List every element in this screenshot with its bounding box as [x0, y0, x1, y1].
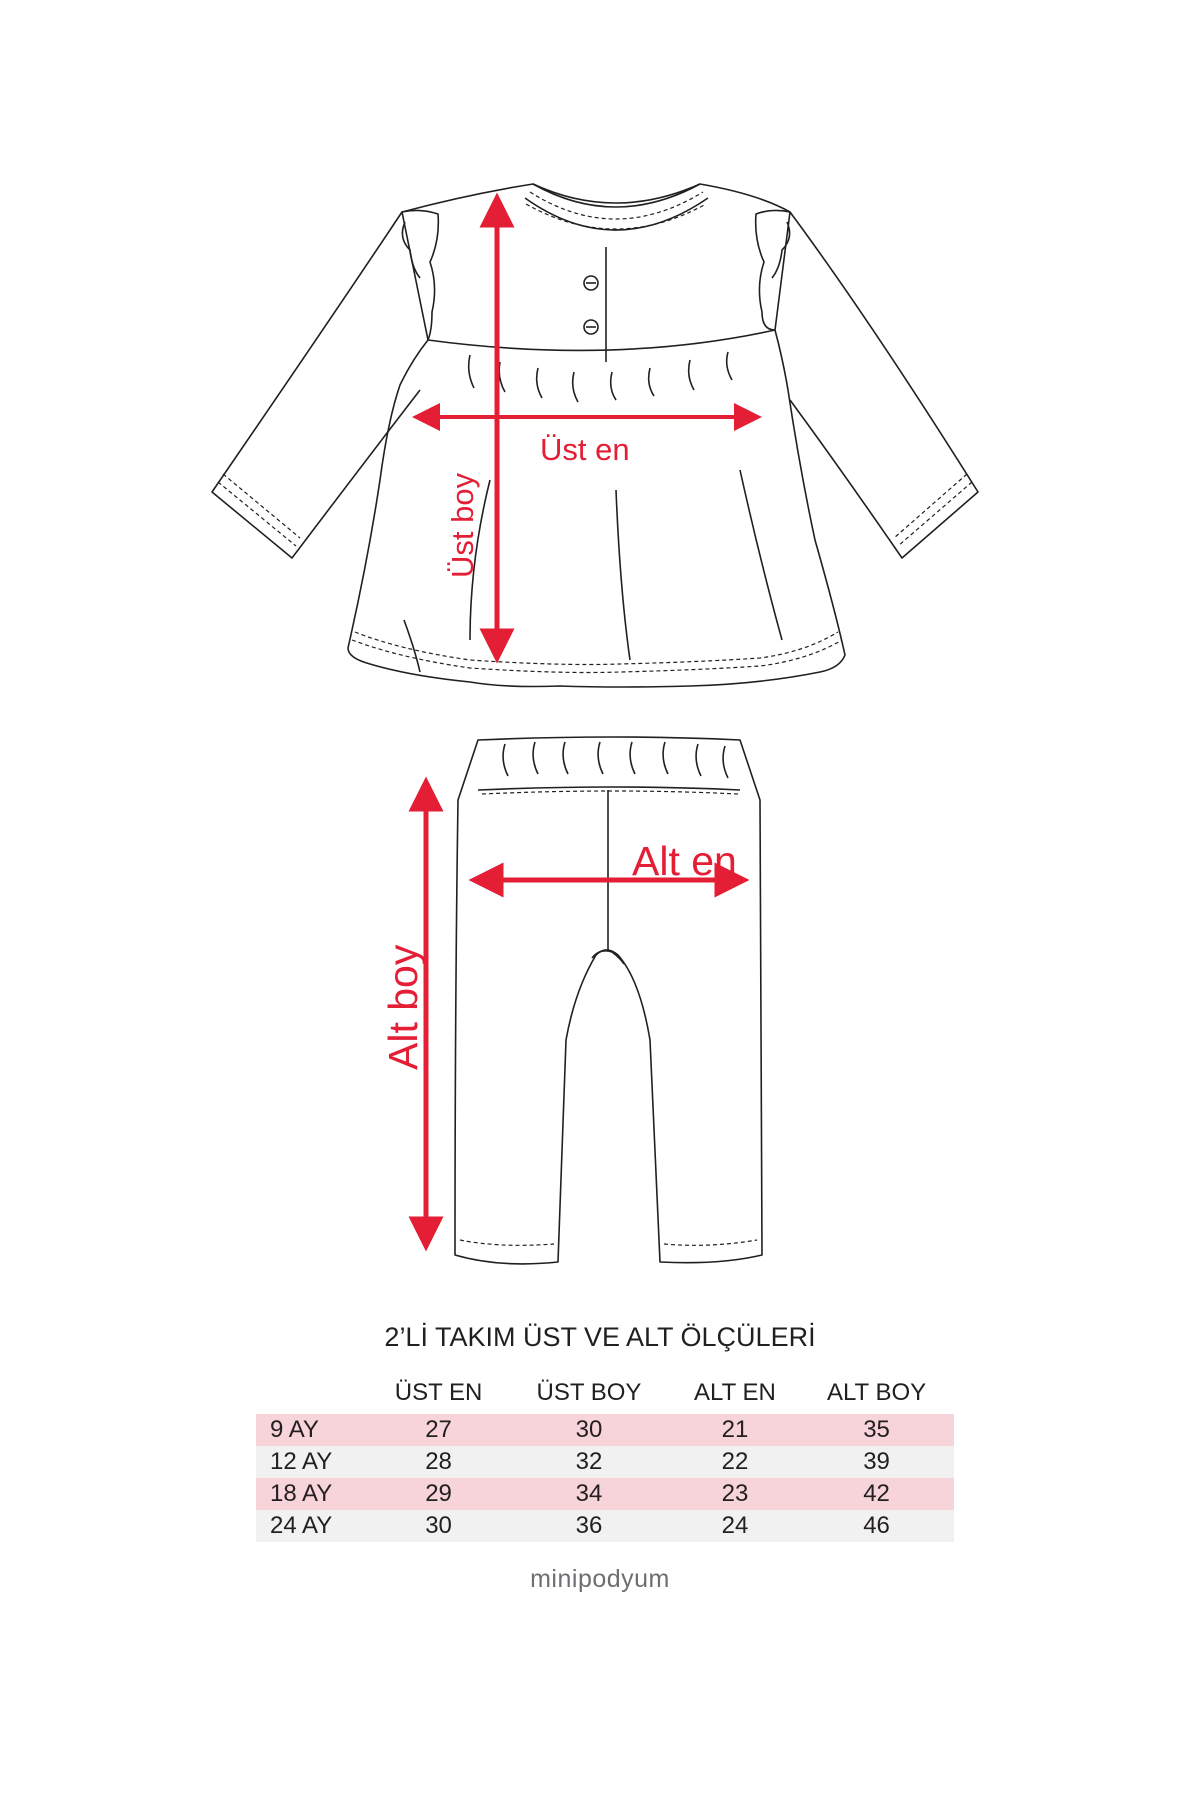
size-table-title: 2’Lİ TAKIM ÜST VE ALT ÖLÇÜLERİ — [384, 1322, 816, 1352]
alt-boy-cell: 35 — [799, 1414, 954, 1446]
header-alt-en: ALT EN — [694, 1379, 776, 1406]
ust-en-cell: 28 — [370, 1446, 507, 1478]
ust-boy-cell: 36 — [507, 1510, 671, 1542]
size-cell: 18 AY — [256, 1478, 370, 1510]
size-cell: 24 AY — [256, 1510, 370, 1542]
alt-en-label: Alt en — [632, 838, 737, 884]
alt-en-cell: 21 — [671, 1414, 799, 1446]
alt-boy-cell: 39 — [799, 1446, 954, 1478]
ust-boy-cell: 32 — [507, 1446, 671, 1478]
header-alt-boy: ALT BOY — [826, 1379, 927, 1406]
table-row — [256, 1510, 954, 1542]
size-table-header-row — [256, 1372, 954, 1414]
ust-en-cell: 29 — [370, 1478, 507, 1510]
alt-en-cell: 23 — [671, 1478, 799, 1510]
size-cell: 9 AY — [256, 1414, 370, 1446]
ust-boy-cell: 34 — [507, 1478, 671, 1510]
alt-boy-cell: 42 — [799, 1478, 954, 1510]
header-size — [256, 1372, 370, 1414]
ust-en-cell: 27 — [370, 1414, 507, 1446]
header-ust-boy: ÜST BOY — [536, 1379, 642, 1406]
alt-boy-label: Alt boy — [380, 944, 426, 1070]
brand-logo: minipodyum — [530, 1565, 670, 1593]
ust-boy-cell: 30 — [507, 1414, 671, 1446]
alt-en-cell: 22 — [671, 1446, 799, 1478]
alt-boy-cell: 46 — [799, 1510, 954, 1542]
size-cell: 12 AY — [256, 1446, 370, 1478]
size-table — [256, 1372, 954, 1542]
alt-en-cell: 24 — [671, 1510, 799, 1542]
ust-en-cell: 30 — [370, 1510, 507, 1542]
ust-en-label: Üst en — [540, 432, 630, 467]
table-row — [256, 1478, 954, 1510]
header-ust-en: ÜST EN — [394, 1379, 483, 1406]
table-row — [256, 1446, 954, 1478]
bottom-garment-outline — [455, 737, 762, 1264]
table-row — [256, 1414, 954, 1446]
ust-boy-label: Üst boy — [445, 472, 480, 578]
